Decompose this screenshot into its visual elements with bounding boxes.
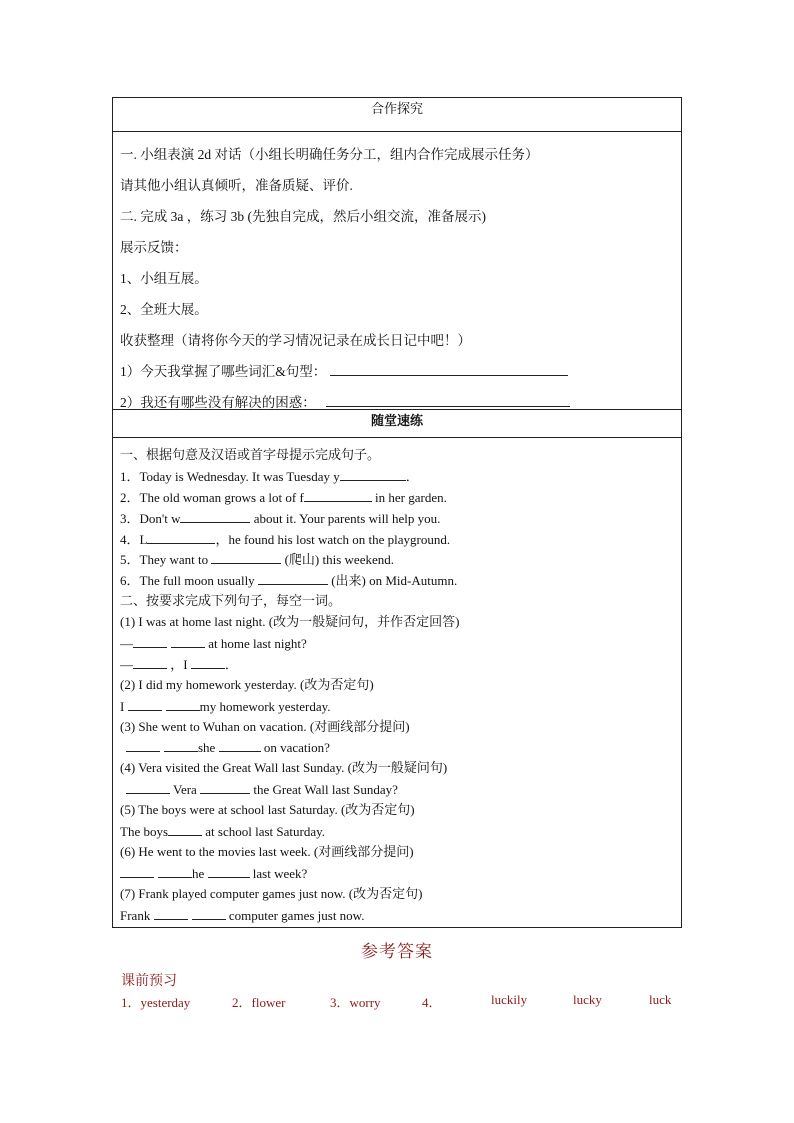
answer-item: luckily bbox=[491, 992, 528, 1007]
answer-line bbox=[120, 633, 681, 654]
answer-blank[interactable] bbox=[208, 863, 250, 878]
answer-item: 3．worry bbox=[330, 995, 381, 1010]
sentence-text: ，he found his lost watch on the playground. bbox=[215, 531, 451, 547]
answer-line bbox=[120, 654, 681, 675]
answer-blank[interactable] bbox=[120, 863, 154, 878]
answer-text: on vacation? bbox=[260, 740, 330, 756]
answer-blank[interactable] bbox=[147, 529, 215, 544]
answer-line bbox=[120, 737, 681, 758]
reflection-prompt: 2）我还有哪些没有解决的困惑： bbox=[120, 395, 316, 410]
answer-text: ． bbox=[224, 656, 238, 672]
answer-blank[interactable] bbox=[258, 570, 328, 585]
answer-blank[interactable] bbox=[211, 549, 281, 564]
task-line: 2、全班大展。 bbox=[120, 302, 208, 317]
answer-text: my homework yesterday. bbox=[199, 698, 331, 714]
exercise-sentence bbox=[120, 508, 681, 529]
question-prompt: (3) She went to Wuhan on vacation. (对画线部分提问) bbox=[120, 718, 410, 734]
question-prompt: (5) The boys were at school last Saturday. (改为否定句) bbox=[120, 802, 415, 818]
answer-blank[interactable] bbox=[154, 905, 188, 920]
question-prompt: (6) He went to the movies last week. (对画线部分提问) bbox=[120, 843, 414, 859]
answer-text: Frank bbox=[120, 907, 154, 923]
exercise-sentence bbox=[120, 549, 681, 570]
exercise-sentence bbox=[120, 466, 681, 487]
answer-key-subtitle: 课前预习 bbox=[121, 974, 177, 989]
question-prompt: (1) I was at home last night. (改为一般疑问句，并作否定回答) bbox=[120, 614, 460, 630]
answer-blank[interactable] bbox=[171, 633, 205, 648]
answer-blank[interactable] bbox=[304, 487, 372, 502]
answer-blank[interactable] bbox=[180, 508, 250, 523]
part-title: 二、按要求完成下列句子，每空一词。 bbox=[120, 593, 342, 609]
worksheet-table bbox=[112, 97, 682, 928]
task-line: 收获整理（请将你今天的学习情况记录在成长日记中吧！） bbox=[120, 333, 471, 348]
answer-key-title: 参考答案 bbox=[361, 942, 433, 961]
sentence-text: (爬山) this weekend. bbox=[281, 552, 394, 568]
answer-line bbox=[120, 821, 681, 842]
answer-text: the Great Wall last Sunday? bbox=[250, 782, 398, 798]
answer-line bbox=[120, 779, 681, 800]
sentence-text: 2．The old woman grows a lot of f bbox=[120, 489, 304, 505]
sentence-text: (出来) on Mid-Autumn. bbox=[327, 573, 458, 589]
task-line: 1、小组互展。 bbox=[120, 271, 208, 286]
question-prompt: (2) I did my homework yesterday. (改为否定句) bbox=[120, 676, 374, 692]
answer-blank[interactable] bbox=[168, 821, 202, 836]
answer-blank[interactable] bbox=[219, 737, 261, 752]
question-prompt: (4) Vera visited the Great Wall last Sunday. (改为一般疑问句) bbox=[120, 760, 448, 776]
answer-text: I bbox=[120, 698, 128, 714]
sentence-text: about it. Your parents will help you. bbox=[250, 510, 441, 526]
answer-text: ，I bbox=[167, 656, 191, 672]
task-line: 请其他小组认真倾听，准备质疑、评价. bbox=[120, 178, 353, 193]
reflection-line bbox=[120, 356, 681, 387]
answer-item: lucky bbox=[573, 992, 602, 1007]
answer-blank[interactable] bbox=[340, 466, 406, 481]
sentence-text: in her garden. bbox=[371, 489, 447, 505]
answer-blank[interactable] bbox=[192, 905, 226, 920]
answer-blank[interactable] bbox=[126, 779, 170, 794]
answer-blank[interactable] bbox=[191, 654, 225, 669]
practice-section bbox=[113, 438, 681, 927]
cooperation-section bbox=[113, 132, 681, 410]
sentence-text: 1．Today is Wednesday. It was Tuesday y bbox=[120, 468, 340, 484]
question-prompt: (7) Frank played computer games just now. (改为否定句) bbox=[120, 885, 423, 901]
task-line: 二. 完成 3a ，练习 3b (先独自完成，然后小组交流，准备展示) bbox=[120, 209, 486, 224]
answer-text: last week? bbox=[249, 865, 308, 881]
exercise-sentence bbox=[120, 529, 681, 550]
answer-item: 4． bbox=[422, 995, 442, 1010]
answer-blank[interactable] bbox=[164, 737, 198, 752]
task-line: 一. 小组表演 2d 对话（小组长明确任务分工，组内合作完成展示任务） bbox=[120, 147, 539, 162]
reflection-prompt: 1）今天我掌握了哪些词汇&句型： bbox=[120, 364, 327, 379]
answer-blank[interactable] bbox=[330, 361, 568, 376]
answer-blank[interactable] bbox=[326, 392, 570, 407]
answer-line bbox=[120, 863, 681, 884]
answer-blank[interactable] bbox=[133, 633, 167, 648]
answer-blank[interactable] bbox=[126, 737, 160, 752]
answer-blank[interactable] bbox=[166, 696, 200, 711]
sentence-text: 5．They want to bbox=[120, 552, 212, 568]
answer-item: 2．flower bbox=[232, 995, 286, 1010]
sentence-text: 6．The full moon usually bbox=[120, 573, 258, 589]
answer-blank[interactable] bbox=[128, 696, 162, 711]
answer-line bbox=[120, 905, 681, 926]
answer-text: she bbox=[198, 740, 219, 756]
sentence-text: 3．Don't w bbox=[120, 510, 181, 526]
answer-item: luck bbox=[649, 992, 672, 1007]
answer-line bbox=[120, 696, 681, 717]
section-header-practice: 随堂速练 bbox=[113, 410, 681, 438]
answer-text: — bbox=[120, 656, 133, 672]
answer-text: at home last night? bbox=[205, 636, 307, 652]
answer-blank[interactable] bbox=[158, 863, 192, 878]
part-title: 一、根据句意及汉语或首字母提示完成句子。 bbox=[120, 447, 381, 462]
answer-blank[interactable] bbox=[133, 654, 167, 669]
answer-blank[interactable] bbox=[200, 779, 250, 794]
sentence-text: ． bbox=[405, 468, 419, 484]
exercise-sentence bbox=[120, 570, 681, 591]
answer-text: he bbox=[192, 865, 208, 881]
exercise-sentence bbox=[120, 487, 681, 508]
section-header-cooperation: 合作探究 bbox=[113, 98, 681, 132]
answer-text: — bbox=[120, 636, 133, 652]
answer-text: at school last Saturday. bbox=[202, 824, 326, 840]
answer-text: The boys bbox=[120, 824, 169, 840]
task-line: 展示反馈： bbox=[120, 240, 188, 255]
answer-text: computer games just now. bbox=[225, 907, 365, 923]
answer-item: 1．yesterday bbox=[121, 995, 191, 1010]
answer-text: Vera bbox=[170, 782, 201, 798]
sentence-text: 4．L bbox=[120, 531, 148, 547]
